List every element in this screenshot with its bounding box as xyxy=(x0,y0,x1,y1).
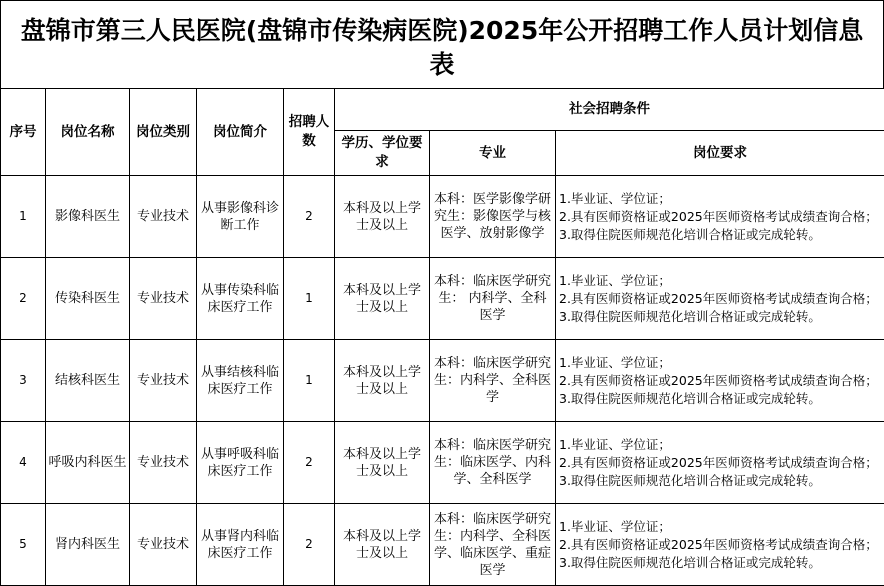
cell-seq: 2 xyxy=(1,258,46,340)
cell-post-type: 专业技术 xyxy=(130,340,197,422)
header-requirements: 岗位要求 xyxy=(556,131,884,176)
cell-post-type: 专业技术 xyxy=(130,176,197,258)
cell-major: 本科：医学影像学研究生：影像医学与核医学、放射影像学 xyxy=(430,176,556,258)
header-post-intro: 岗位简介 xyxy=(197,89,284,176)
requirement-line: 2.具有医师资格证或2025年医师资格考试成绩查询合格； xyxy=(559,536,882,554)
cell-education: 本科及以上学士及以上 xyxy=(335,176,430,258)
cell-education: 本科及以上学士及以上 xyxy=(335,258,430,340)
header-conditions: 社会招聘条件 xyxy=(335,89,884,131)
requirement-line: 1.毕业证、学位证； xyxy=(559,354,882,372)
cell-education: 本科及以上学士及以上 xyxy=(335,504,430,586)
cell-post-intro: 从事传染科临床医疗工作 xyxy=(197,258,284,340)
cell-seq: 3 xyxy=(1,340,46,422)
cell-post-name: 呼吸内科医生 xyxy=(46,422,130,504)
cell-major: 本科：临床医学研究生：临床医学、内科学、全科医学 xyxy=(430,422,556,504)
requirement-line: 1.毕业证、学位证； xyxy=(559,272,882,290)
table-row xyxy=(1,422,884,504)
cell-post-name: 影像科医生 xyxy=(46,176,130,258)
requirement-line: 1.毕业证、学位证； xyxy=(559,436,882,454)
cell-post-type: 专业技术 xyxy=(130,504,197,586)
cell-post-type: 专业技术 xyxy=(130,258,197,340)
header-row-1 xyxy=(1,89,884,131)
requirement-line: 1.毕业证、学位证； xyxy=(559,190,882,208)
cell-major: 本科：临床医学研究生：内科学、全科医学、临床医学、重症医学 xyxy=(430,504,556,586)
cell-quota: 2 xyxy=(284,422,335,504)
requirement-line: 1.毕业证、学位证； xyxy=(559,518,882,536)
recruitment-table xyxy=(0,88,884,586)
table-row xyxy=(1,176,884,258)
cell-quota: 2 xyxy=(284,176,335,258)
cell-post-intro: 从事结核科临床医疗工作 xyxy=(197,340,284,422)
cell-seq: 1 xyxy=(1,176,46,258)
cell-post-name: 传染科医生 xyxy=(46,258,130,340)
header-major: 专业 xyxy=(430,131,556,176)
cell-quota: 2 xyxy=(284,504,335,586)
cell-post-intro: 从事呼吸科临床医疗工作 xyxy=(197,422,284,504)
requirement-line: 2.具有医师资格证或2025年医师资格考试成绩查询合格； xyxy=(559,372,882,390)
header-quota: 招聘人数 xyxy=(284,89,335,176)
cell-requirements xyxy=(556,422,884,504)
cell-requirements xyxy=(556,340,884,422)
cell-requirements xyxy=(556,504,884,586)
requirement-line: 3.取得住院医师规范化培训合格证或完成轮转。 xyxy=(559,554,882,572)
cell-seq: 5 xyxy=(1,504,46,586)
page-title: 盘锦市第三人民医院(盘锦市传染病医院)2025年公开招聘工作人员计划信息表 xyxy=(0,0,884,88)
header-post-name: 岗位名称 xyxy=(46,89,130,176)
table-row xyxy=(1,504,884,586)
cell-post-name: 肾内科医生 xyxy=(46,504,130,586)
requirement-line: 3.取得住院医师规范化培训合格证或完成轮转。 xyxy=(559,390,882,408)
cell-education: 本科及以上学士及以上 xyxy=(335,422,430,504)
requirement-line: 2.具有医师资格证或2025年医师资格考试成绩查询合格； xyxy=(559,454,882,472)
header-post-type: 岗位类别 xyxy=(130,89,197,176)
cell-major: 本科：临床医学研究生：内科学、全科医学 xyxy=(430,340,556,422)
requirement-line: 2.具有医师资格证或2025年医师资格考试成绩查询合格； xyxy=(559,290,882,308)
cell-major: 本科：临床医学研究生： 内科学、全科医学 xyxy=(430,258,556,340)
requirement-line: 3.取得住院医师规范化培训合格证或完成轮转。 xyxy=(559,472,882,490)
header-education: 学历、学位要求 xyxy=(335,131,430,176)
cell-education: 本科及以上学士及以上 xyxy=(335,340,430,422)
requirement-line: 3.取得住院医师规范化培训合格证或完成轮转。 xyxy=(559,226,882,244)
cell-seq: 4 xyxy=(1,422,46,504)
cell-requirements xyxy=(556,176,884,258)
table-row xyxy=(1,258,884,340)
table-row xyxy=(1,340,884,422)
cell-quota: 1 xyxy=(284,340,335,422)
cell-requirements xyxy=(556,258,884,340)
requirement-line: 2.具有医师资格证或2025年医师资格考试成绩查询合格； xyxy=(559,208,882,226)
cell-quota: 1 xyxy=(284,258,335,340)
requirement-line: 3.取得住院医师规范化培训合格证或完成轮转。 xyxy=(559,308,882,326)
cell-post-intro: 从事影像科诊断工作 xyxy=(197,176,284,258)
cell-post-type: 专业技术 xyxy=(130,422,197,504)
cell-post-name: 结核科医生 xyxy=(46,340,130,422)
header-seq: 序号 xyxy=(1,89,46,176)
cell-post-intro: 从事肾内科临床医疗工作 xyxy=(197,504,284,586)
